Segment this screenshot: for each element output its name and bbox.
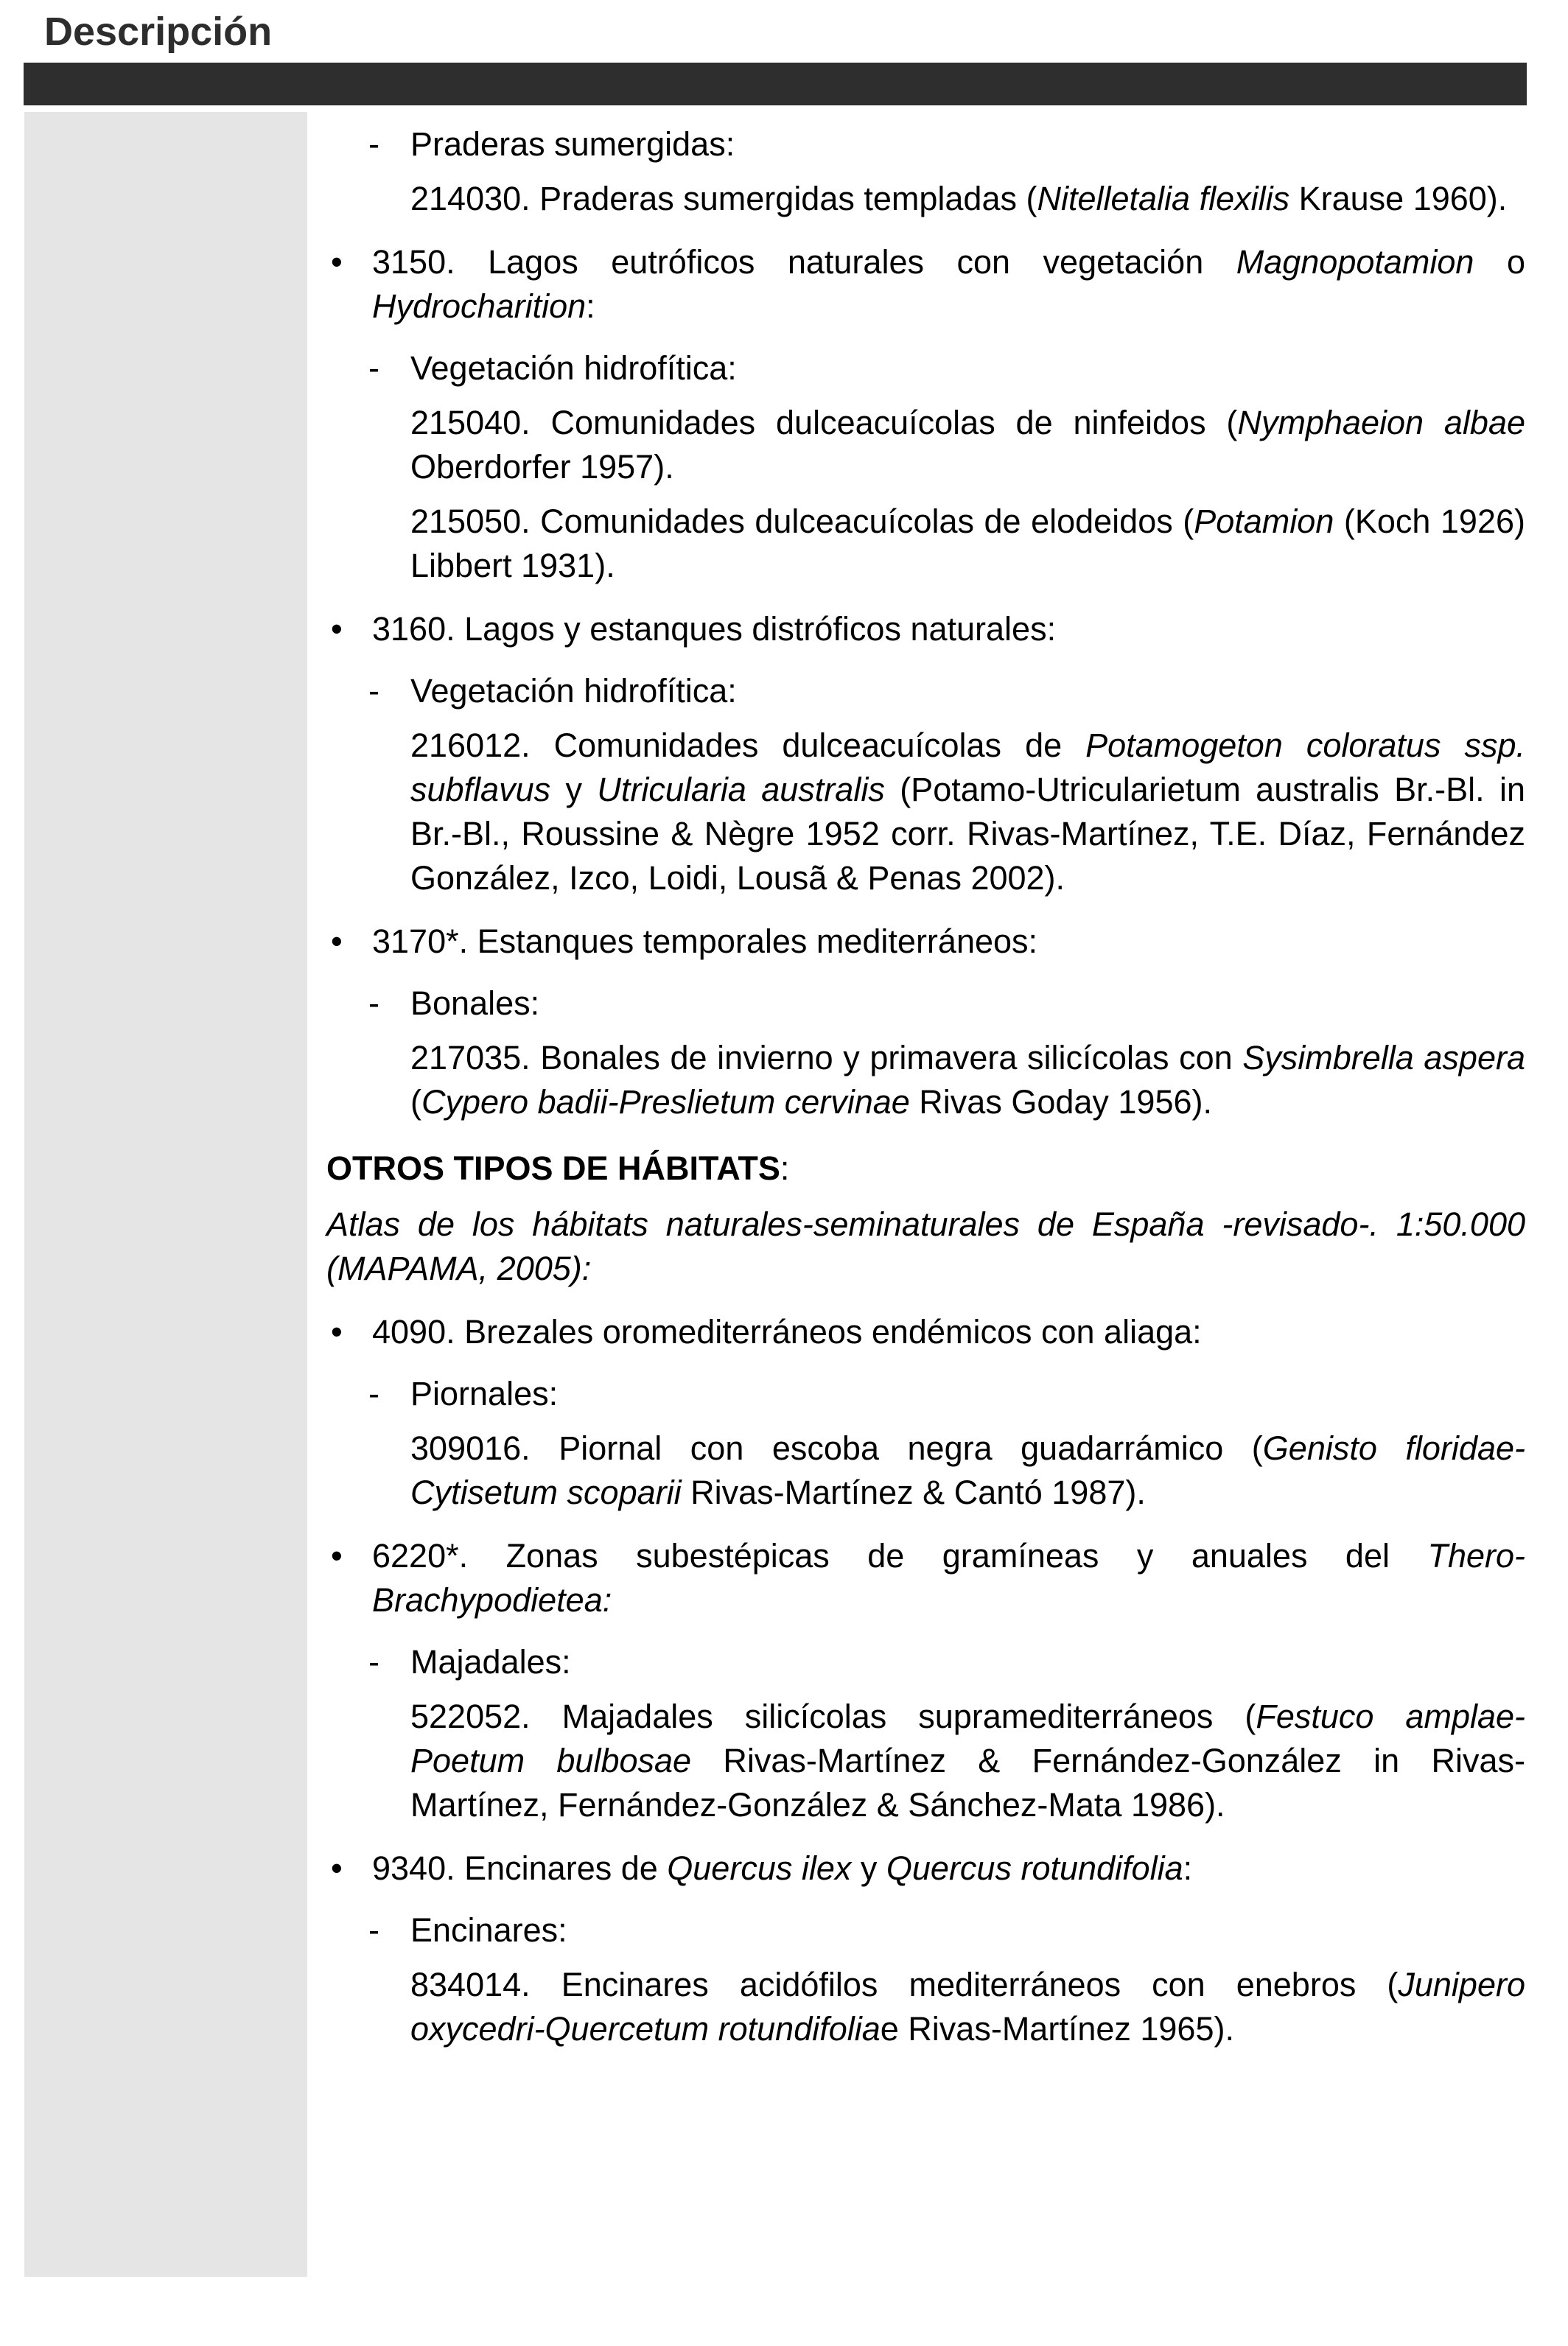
text-segment: o — [1474, 243, 1525, 281]
bullet-marker: • — [331, 243, 343, 281]
text-segment: Sysimbrella aspera — [1242, 1039, 1526, 1076]
habitat-paragraph — [410, 1695, 1525, 1827]
text-segment: y — [550, 771, 598, 808]
text-segment: OTROS TIPOS DE HÁBITATS — [326, 1149, 780, 1187]
text-segment: Potamogeton coloratus ssp. subflavus — [410, 726, 1525, 808]
list-item-dash — [326, 669, 1525, 713]
text-segment: 3160. Lagos y estanques distróficos naturales: — [372, 610, 1057, 648]
text-segment: Magnopotamion — [1236, 243, 1474, 281]
list-item-dash — [326, 122, 1525, 167]
list-item-bullet — [326, 607, 1525, 651]
atlas-reference — [326, 1202, 1525, 1291]
text-segment: Encinares: — [410, 1911, 567, 1949]
dash-marker: - — [368, 672, 379, 710]
text-segment: e Rivas-Martínez 1965). — [880, 2010, 1234, 2048]
text-segment: Cypero badii-Preslietum cervinae — [421, 1083, 910, 1121]
bullet-marker: • — [331, 1849, 343, 1887]
list-item-dash — [326, 981, 1525, 1026]
text-segment: Rivas Goday 1956). — [909, 1083, 1213, 1121]
dash-marker: - — [368, 125, 379, 163]
habitat-paragraph — [410, 724, 1525, 900]
text-segment: (Potamo-Utricularietum australis Br.-Bl. in Br.-Bl., Roussine & Nègre 1952 corr. Rivas-Martínez, T.E. Díaz, Fernández González, Izco, Loidi, Lousã & Penas 2002). — [410, 771, 1525, 897]
list-item-dash — [326, 1640, 1525, 1684]
list-item-dash — [326, 1908, 1525, 1953]
text-segment: Piornales: — [410, 1375, 559, 1412]
bullet-marker: • — [331, 1537, 343, 1575]
habitat-description-content — [326, 112, 1525, 2051]
habitat-paragraph — [410, 1426, 1525, 1515]
text-segment: Bonales: — [410, 984, 540, 1022]
text-segment: 9340. Encinares de — [372, 1849, 668, 1887]
list-item-bullet — [326, 1846, 1525, 1891]
text-segment: Potamion — [1194, 503, 1334, 540]
left-margin-column — [24, 112, 307, 2277]
text-segment: 214030. Praderas sumergidas templadas ( — [410, 180, 1037, 217]
text-segment: Utricularia australis — [597, 771, 885, 808]
text-segment: 3150. Lagos eutróficos naturales con vegetación — [372, 243, 1236, 281]
list-item-bullet — [326, 1534, 1525, 1622]
section-header-bar — [24, 63, 1527, 105]
text-segment: 216012. Comunidades dulceacuícolas de — [410, 726, 1086, 764]
text-segment: 4090. Brezales oromediterráneos endémicos con aliaga: — [372, 1313, 1202, 1351]
text-segment: Quercus ilex — [667, 1849, 852, 1887]
habitat-paragraph — [410, 1963, 1525, 2051]
text-segment: Thero-Brachypodietea: — [372, 1537, 1525, 1619]
text-segment: Hydrocharition — [372, 287, 587, 325]
text-segment: 522052. Majadales silicícolas supramediterráneos ( — [410, 1698, 1256, 1735]
text-segment: 6220*. Zonas subestépicas de gramíneas y anuales del — [372, 1537, 1428, 1575]
dash-marker: - — [368, 1911, 379, 1949]
bullet-marker: • — [331, 610, 343, 648]
text-segment: Festuco amplae-Poetum bulbosae — [410, 1698, 1526, 1779]
text-segment: Quercus rotundifolia — [886, 1849, 1183, 1887]
habitat-paragraph — [410, 177, 1525, 221]
list-item-dash — [326, 346, 1525, 391]
habitat-paragraph — [410, 1036, 1525, 1124]
text-segment: Rivas-Martínez & Fernández-González in Rivas-Martínez, Fernández-González & Sánchez-Mata 1986). — [410, 1742, 1525, 1824]
text-segment: Praderas sumergidas: — [410, 125, 735, 163]
text-segment: Krause 1960). — [1289, 180, 1508, 217]
text-segment: (Koch 1926) Libbert 1931). — [410, 503, 1525, 584]
text-segment: Rivas-Martínez & Cantó 1987). — [681, 1474, 1146, 1511]
text-segment: : — [586, 287, 595, 325]
text-segment: 217035. Bonales de invierno y primavera silicícolas con — [410, 1039, 1243, 1076]
text-segment: ( — [410, 1083, 421, 1121]
text-segment: Nymphaeion albae — [1237, 404, 1526, 441]
dash-marker: - — [368, 349, 379, 387]
text-segment: 215050. Comunidades dulceacuícolas de elodeidos ( — [410, 503, 1194, 540]
dash-marker: - — [368, 984, 379, 1022]
list-item-bullet — [326, 920, 1525, 964]
page-title: Descripción — [44, 10, 273, 54]
text-segment: Vegetación hidrofítica: — [410, 349, 737, 387]
text-segment: Majadales: — [410, 1643, 571, 1681]
text-segment: 215040. Comunidades dulceacuícolas de ninfeidos ( — [410, 404, 1238, 441]
bullet-marker: • — [331, 1313, 343, 1351]
list-item-bullet — [326, 1310, 1525, 1354]
text-segment: : — [1183, 1849, 1193, 1887]
text-segment: : — [780, 1149, 790, 1187]
text-segment: Junipero oxycedri-Quercetum rotundifolia — [410, 1966, 1525, 2048]
dash-marker: - — [368, 1643, 379, 1681]
text-segment: 834014. Encinares acidófilos mediterráneos con enebros ( — [410, 1966, 1399, 2003]
bullet-marker: • — [331, 922, 343, 960]
text-segment: 309016. Piornal con escoba negra guadarrámico ( — [410, 1429, 1263, 1467]
section-subheading — [326, 1146, 1525, 1191]
list-item-bullet — [326, 240, 1525, 329]
text-segment: Atlas de los hábitats naturales-seminaturales de España -revisado-. 1:50.000 (MAPAMA, 2005): — [326, 1205, 1525, 1287]
text-segment: Vegetación hidrofítica: — [410, 672, 737, 710]
text-segment: 3170*. Estanques temporales mediterráneos: — [372, 922, 1038, 960]
habitat-paragraph — [410, 500, 1525, 588]
list-item-dash — [326, 1372, 1525, 1416]
habitat-paragraph — [410, 401, 1525, 489]
text-segment: Oberdorfer 1957). — [410, 448, 674, 486]
text-segment: Nitelletalia flexilis — [1037, 180, 1290, 217]
text-segment: Genisto floridae-Cytisetum scoparii — [410, 1429, 1525, 1511]
dash-marker: - — [368, 1375, 379, 1412]
text-segment: y — [851, 1849, 886, 1887]
